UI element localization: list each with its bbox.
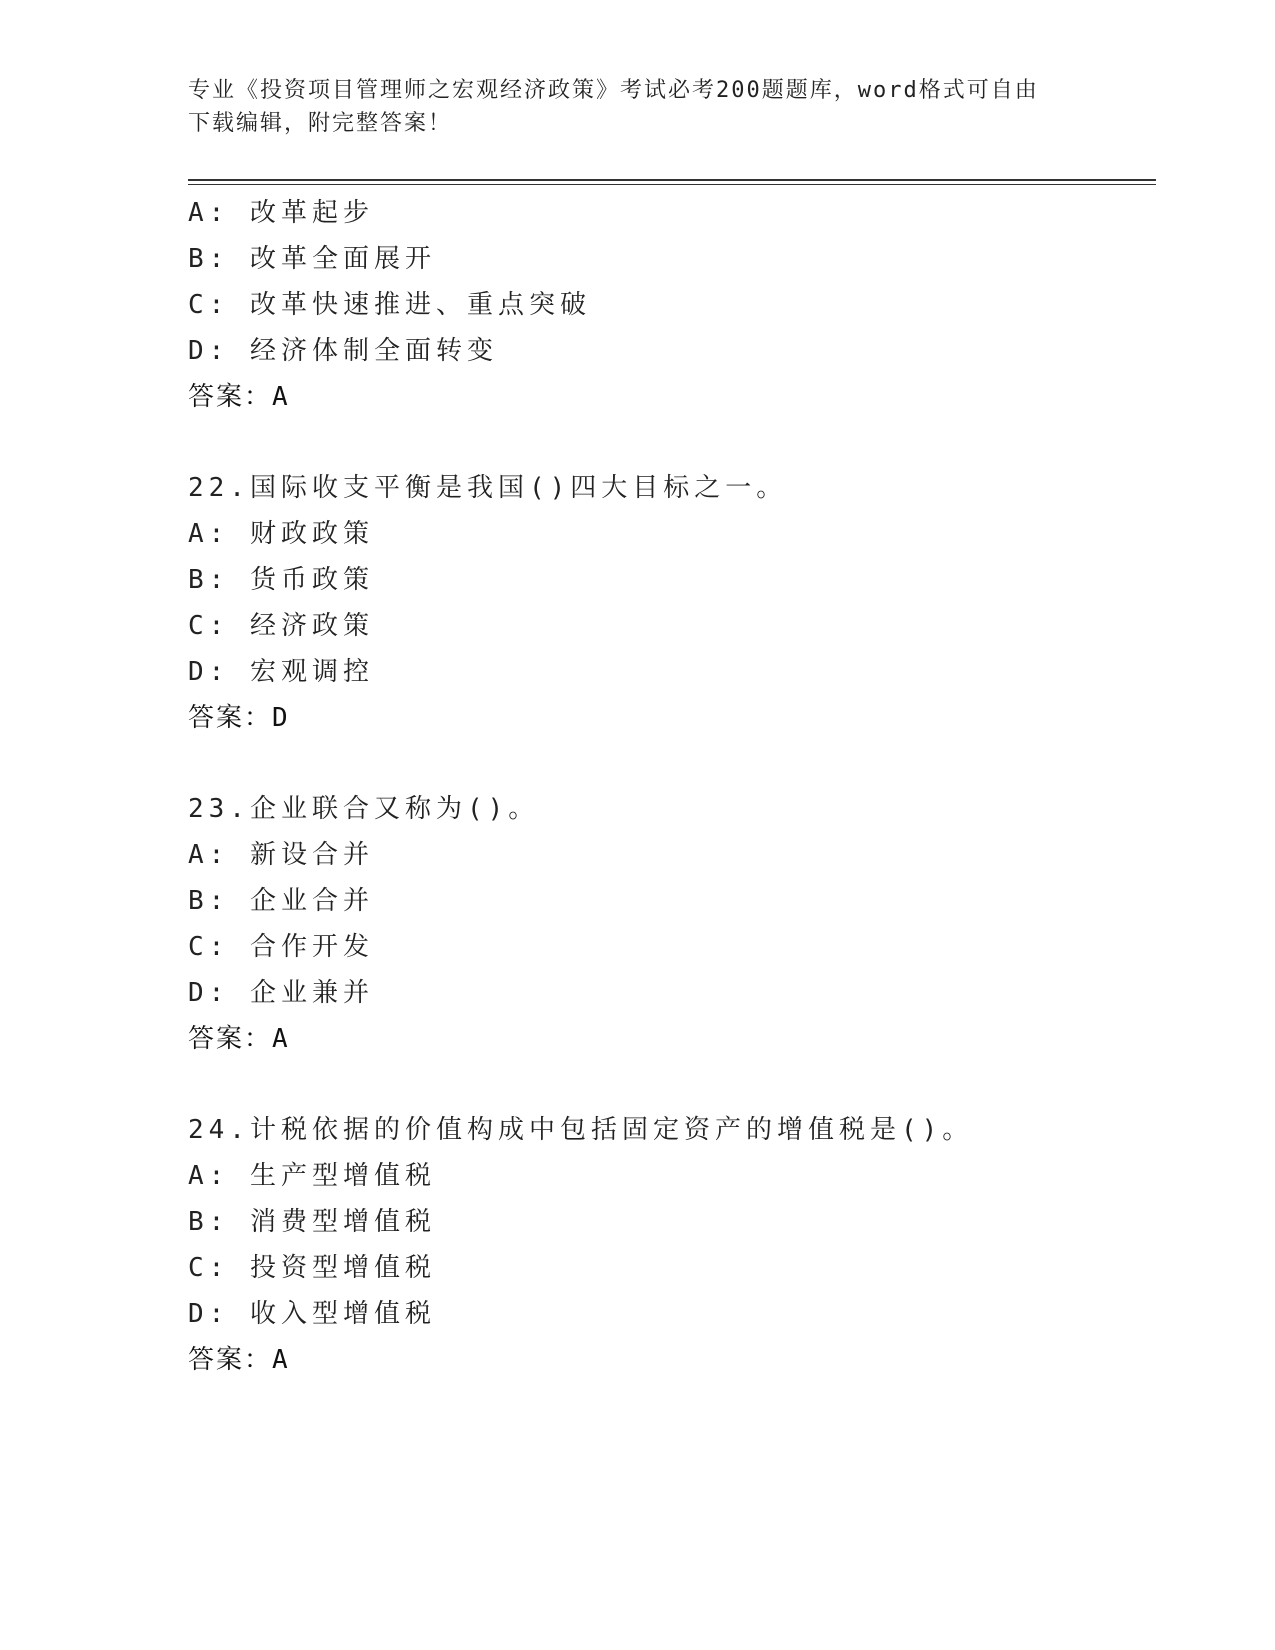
question-spacer [188, 1062, 1148, 1107]
answer-line [188, 1337, 1148, 1383]
option-a: A: 生产型增值税 [188, 1161, 436, 1191]
answer-label: 答案： [188, 382, 273, 412]
option-c: C: 投资型增值税 [188, 1253, 436, 1283]
answer-line [188, 1016, 1148, 1062]
question-spacer [188, 741, 1148, 786]
document-header [188, 74, 1088, 140]
option-b: B: 消费型增值税 [188, 1207, 436, 1237]
option-a: A: 改革起步 [188, 198, 374, 228]
answer-label: 答案： [188, 1024, 273, 1054]
header-divider-thick [188, 179, 1156, 181]
question-22 [188, 465, 1148, 741]
question-stem: 23.企业联合又称为()。 [188, 794, 540, 824]
option-b: B: 企业合并 [188, 886, 374, 916]
question-21-continued [188, 190, 1148, 420]
question-stem: 22.国际收支平衡是我国()四大目标之一。 [188, 473, 788, 503]
option-c: C: 改革快速推进、重点突破 [188, 290, 591, 320]
header-divider-thin [188, 184, 1156, 185]
option-d: D: 企业兼并 [188, 978, 374, 1008]
option-d: D: 宏观调控 [188, 657, 374, 687]
option-b: B: 改革全面展开 [188, 244, 436, 274]
option-d: D: 收入型增值税 [188, 1299, 436, 1329]
answer-label: 答案： [188, 703, 273, 733]
question-stem: 24.计税依据的价值构成中包括固定资产的增值税是()。 [188, 1115, 974, 1145]
option-a: A: 财政政策 [188, 519, 374, 549]
question-23 [188, 786, 1148, 1062]
option-c: C: 合作开发 [188, 932, 374, 962]
header-line-2: 下载编辑，附完整答案！ [188, 111, 453, 136]
answer-value: A [272, 1345, 290, 1375]
option-c: C: 经济政策 [188, 611, 374, 641]
answer-value: A [272, 1024, 290, 1054]
answer-line [188, 374, 1148, 420]
option-b: B: 货币政策 [188, 565, 374, 595]
option-d: D: 经济体制全面转变 [188, 336, 498, 366]
option-a: A: 新设合并 [188, 840, 374, 870]
document-body [188, 190, 1148, 1383]
answer-line [188, 695, 1148, 741]
answer-value: A [272, 382, 290, 412]
answer-value: D [272, 703, 290, 733]
question-24 [188, 1107, 1148, 1383]
header-line-1: 专业《投资项目管理师之宏观经济政策》考试必考200题题库，word格式可自由 [188, 78, 1039, 103]
answer-label: 答案： [188, 1345, 273, 1375]
question-spacer [188, 420, 1148, 465]
